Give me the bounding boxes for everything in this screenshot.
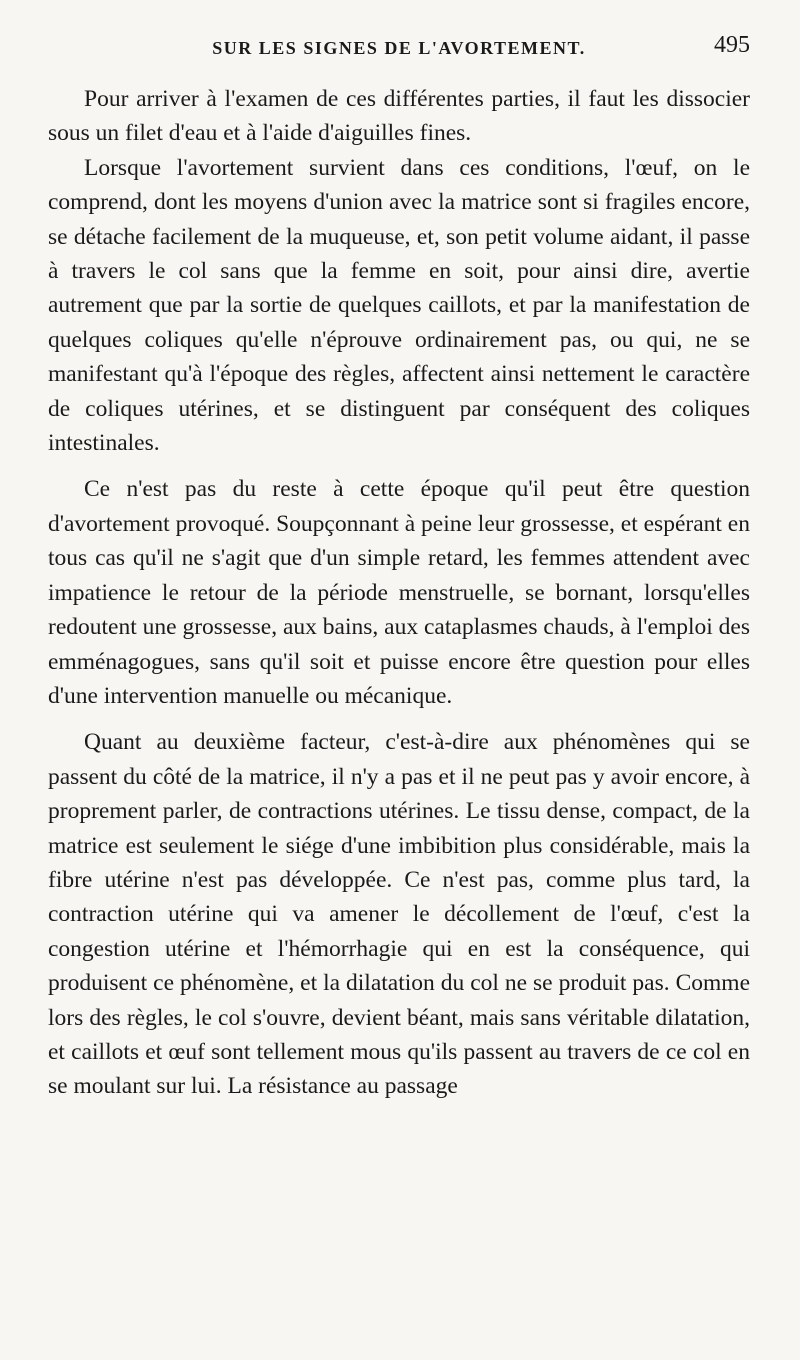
paragraph: Quant au deuxième facteur, c'est-à-dire aux phénomènes qui se passent du côté de la matrice, il n'y a pas et il ne peut pas y avoir encore, à proprement parler, de contractions utérines. Le tissu dense, compact, de la matrice est seulement le siége d'une imbibition plus considérable, mais la fibre utérine n'est pas développée. Ce n'est pas, comme plus tard, la contraction utérine qui va amener le décollement de l'œuf, c'est la congestion utérine et l'hémorrhagie qui en est la conséquence, qui produisent ce phénomène, et la dilatation du col ne se produit pas. Comme lors des règles, le col s'ouvre, devient béant, mais sans véritable dilatation, et caillots et œuf sont tellement mous qu'ils passent au travers de ce col en se moulant sur lui. La résistance au passage <box>48 729 750 1100</box>
paragraph: Pour arriver à l'examen de ces différentes parties, il faut les dissocier sous un filet d'eau et à l'aide d'aiguilles fines. <box>48 86 750 147</box>
body-text <box>48 82 750 1104</box>
page-header <box>48 32 750 72</box>
paragraph: Ce n'est pas du reste à cette époque qu'il peut être question d'avortement provoqué. Soupçonnant à peine leur grossesse, et espérant en tous cas qu'il ne s'agit que d'un simple retard, les femmes attendent avec impatience le retour de la période menstruelle, se bornant, lorsqu'elles redoutent une grossesse, aux bains, aux cataplasmes chauds, à l'emploi des emménagogues, sans qu'il soit et puisse encore être question pour elles d'une intervention manuelle ou mécanique. <box>48 476 750 709</box>
paragraph: Lorsque l'avortement survient dans ces conditions, l'œuf, on le comprend, dont les moyens d'union avec la matrice sont si fragiles encore, se détache facilement de la muqueuse, et, son petit volume aidant, il passe à travers le col sans que la femme en soit, pour ainsi dire, avertie autrement que par la sortie de quelques caillots, et par la manifestation de quelques coliques qu'elle n'éprouve ordinairement pas, ou qui, ne se manifestant qu'à l'époque des règles, affectent ainsi nettement le caractère de coliques utérines, et se distinguent par conséquent des coliques intestinales. <box>48 154 750 457</box>
running-title: SUR LES SIGNES DE L'AVORTEMENT. <box>212 38 586 58</box>
page-number: 495 <box>714 32 750 58</box>
